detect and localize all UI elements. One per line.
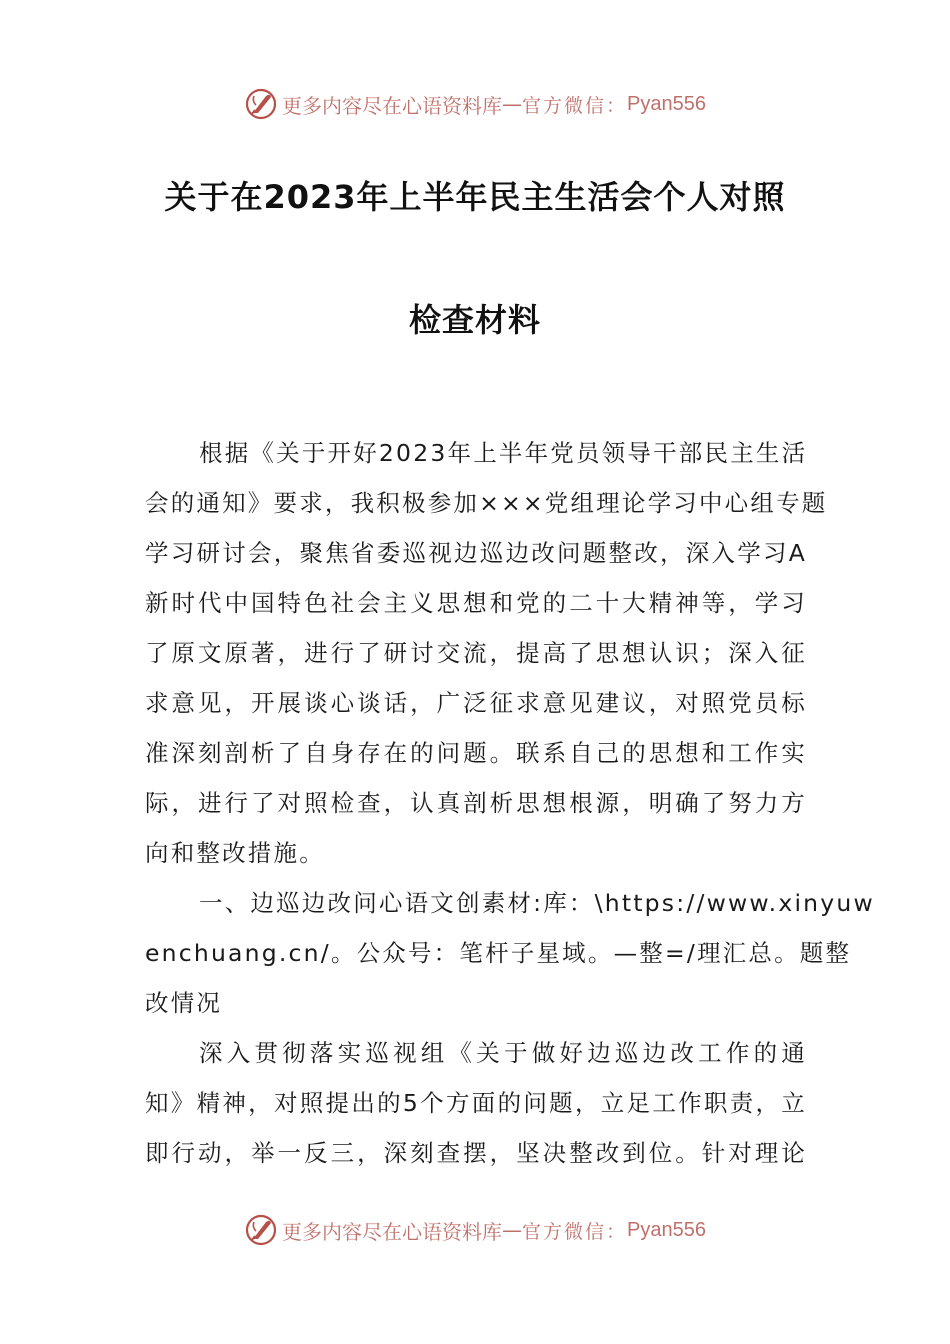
text-line: 改情况 xyxy=(145,989,223,1017)
text-line: 根据《关于开好2023年上半年党员领导干部民主生活 xyxy=(199,439,808,467)
header-watermark xyxy=(0,84,950,124)
quill-pen-icon xyxy=(244,1213,278,1247)
watermark-separator: — xyxy=(502,1218,522,1242)
watermark-text: 更多内容尽在心语资料库 xyxy=(282,93,502,118)
text-line: 际，进行了对照检查，认真剖析思想根源，明确了努力方 xyxy=(145,789,807,817)
document-body xyxy=(145,428,875,1178)
footer-watermark xyxy=(0,1210,950,1250)
document-title-line-1: 关于在2023年上半年民主生活会个人对照 xyxy=(164,178,786,216)
text-line: 会的通知》要求，我积极参加×××党组理论学习中心组专题 xyxy=(145,489,828,517)
watermark-separator: — xyxy=(502,92,522,116)
watermark-wechat-id: Pyan556 xyxy=(627,92,706,115)
text-line: 了原文原著，进行了研讨交流，提高了思想认识；深入征 xyxy=(145,639,807,667)
text-line: 即行动，举一反三，深刻查摆，坚决整改到位。针对理论 xyxy=(145,1139,807,1167)
text-line: enchuang.cn/。公众号：笔杆子星域。—整=/理汇总。题整 xyxy=(145,939,852,967)
text-line: 准深刻剖析了自身存在的问题。联系自己的思想和工作实 xyxy=(145,739,807,767)
text-line: 知》精神，对照提出的5个方面的问题，立足工作职责，立 xyxy=(145,1089,807,1117)
watermark-wechat-id: Pyan556 xyxy=(627,1218,706,1241)
paragraph-1 xyxy=(145,428,828,878)
watermark-text: 更多内容尽在心语资料库 xyxy=(282,1219,502,1244)
document-title-line-2: 检查材料 xyxy=(408,301,541,339)
text-line: 一、边巡边改问心语文创素材:库：\https://www.xinyuw xyxy=(199,889,875,917)
text-line: 新时代中国特色社会主义思想和党的二十大精神等，学习 xyxy=(145,589,807,617)
watermark-wechat-label: 官方微信： xyxy=(522,1220,628,1243)
text-line: 求意见，开展谈心谈话，广泛征求意见建议，对照党员标 xyxy=(145,689,807,717)
paragraph-3 xyxy=(145,1028,807,1178)
text-line: 向和整改措施。 xyxy=(145,839,325,867)
text-line: 学习研讨会，聚焦省委巡视边巡边改问题整改，深入学习A xyxy=(145,539,807,567)
text-line: 深入贯彻落实巡视组《关于做好边巡边改工作的通 xyxy=(199,1039,807,1067)
watermark-wechat-label: 官方微信： xyxy=(522,94,628,117)
paragraph-2-heading xyxy=(145,878,875,1028)
quill-pen-icon xyxy=(244,87,278,121)
